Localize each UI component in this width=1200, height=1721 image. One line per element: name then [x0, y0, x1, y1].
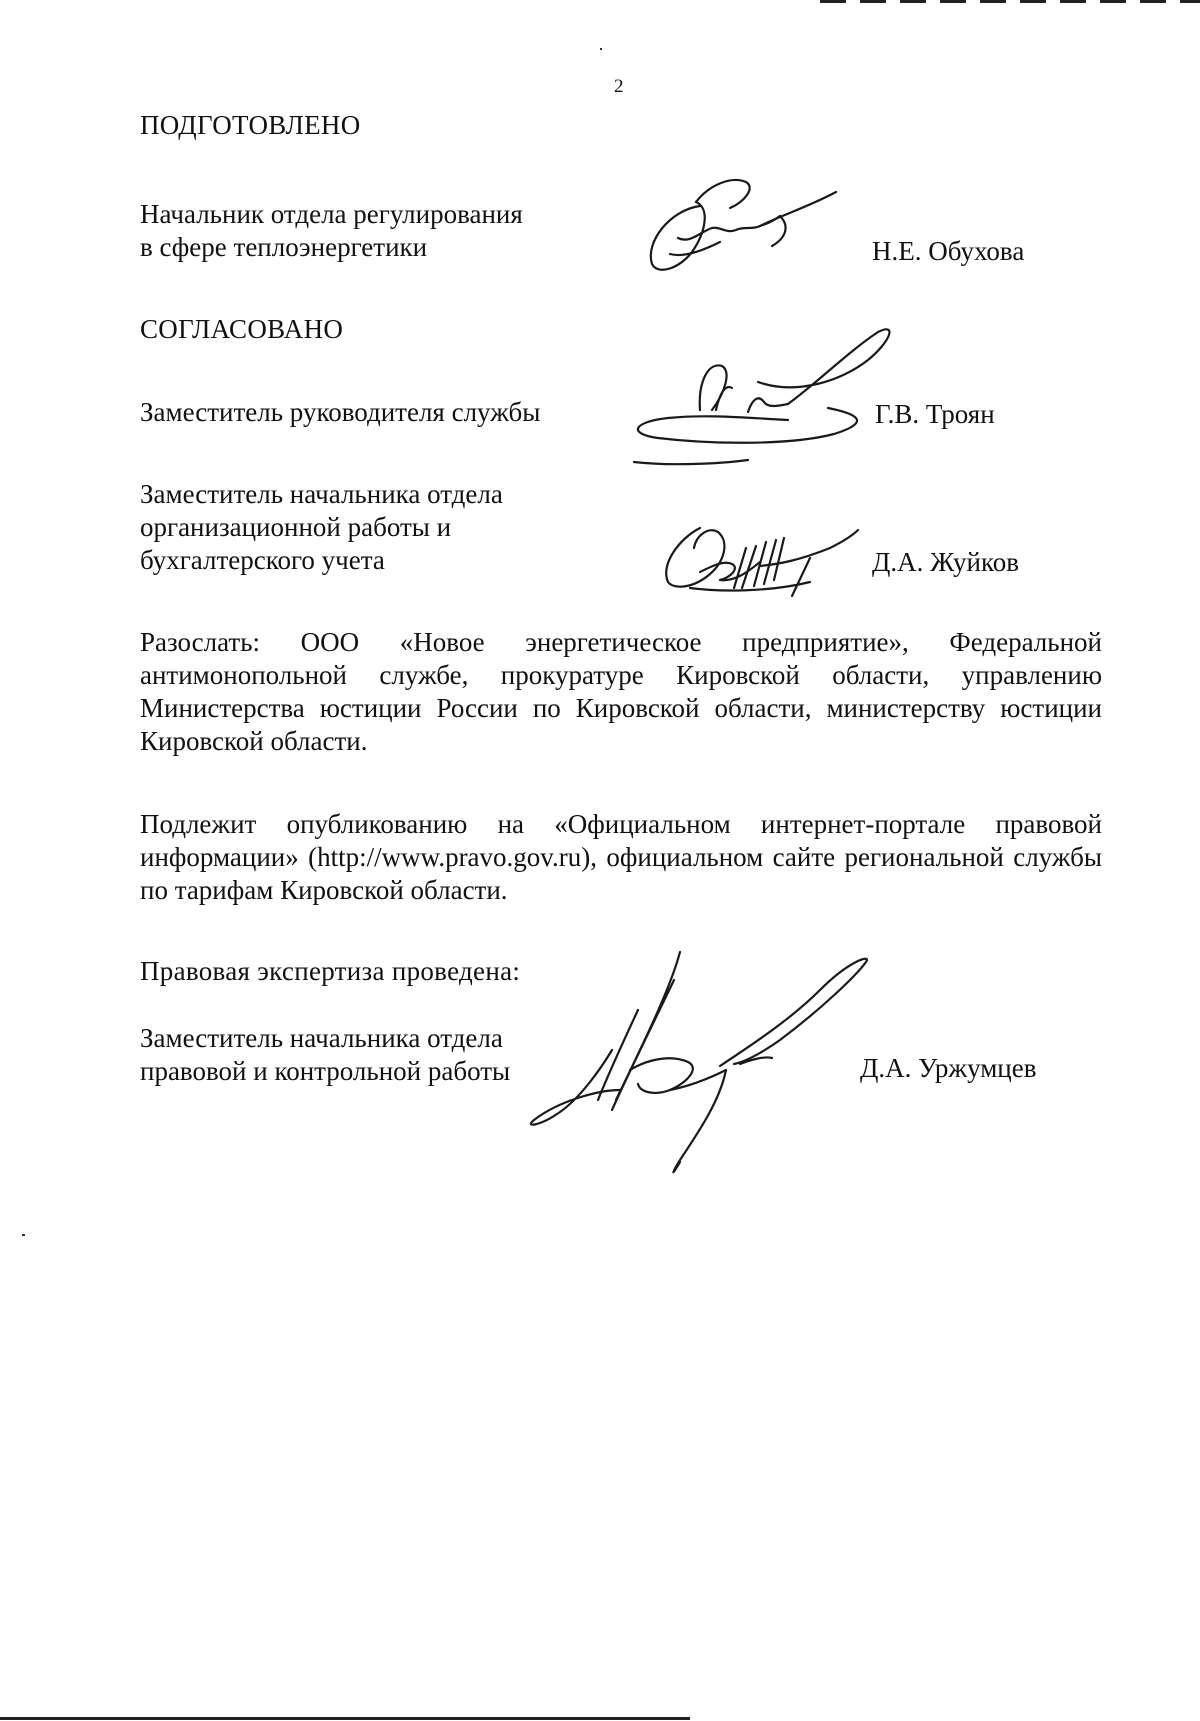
position-line: в сфере теплоэнергетики	[140, 232, 428, 262]
legal-review-name: Д.А. Уржумцев	[860, 1053, 1037, 1083]
prepared-heading: ПОДГОТОВЛЕНО	[140, 110, 361, 140]
signature-urzhumtsev	[520, 950, 880, 1180]
position-line: организационной работы и	[140, 512, 452, 542]
position-line: Начальник отдела регулирования	[140, 199, 523, 229]
scan-top-edge-mark	[820, 0, 1200, 3]
prepared-position	[140, 198, 580, 264]
position-line: Заместитель начальника отдела	[140, 1023, 503, 1053]
agreed-signer-1-position	[140, 396, 580, 429]
agreed-signer-2-name: Д.А. Жуйков	[872, 547, 1019, 577]
position-line: Заместитель руководителя службы	[140, 397, 541, 427]
agreed-signer-2-position	[140, 478, 580, 577]
prepared-name: Н.Е. Обухова	[872, 236, 1025, 266]
agreed-signer-1-name: Г.В. Троян	[875, 399, 995, 429]
position-line: Заместитель начальника отдела	[140, 479, 503, 509]
distribution-paragraph	[140, 626, 1102, 758]
position-line: правовой и контрольной работы	[140, 1056, 511, 1086]
scan-bottom-edge-mark	[0, 1717, 690, 1720]
publication-text: Подлежит опубликованию на «Официальном интернет-портале правовой информации» (http://www.pravo.gov.ru), официальном сайте региональной службы по тарифам Кировской области.	[140, 809, 1102, 905]
signature-zhuykov	[660, 518, 860, 598]
publication-paragraph	[140, 808, 1102, 907]
page-number: 2	[614, 76, 624, 97]
distribution-text: Разослать: ООО «Новое энергетическое предприятие», Федеральной антимонопольной службе, прокуратуре Кировской области, управлению Министерства юстиции России по Кировской области, министерству юстиции Кировской области.	[140, 627, 1102, 756]
legal-review-position	[140, 1022, 580, 1088]
agreed-heading: СОГЛАСОВАНО	[140, 314, 344, 344]
legal-review-heading: Правовая экспертиза проведена:	[140, 956, 521, 986]
signature-troyan	[628, 322, 898, 472]
signature-obukhova	[640, 172, 840, 282]
position-line: бухгалтерского учета	[140, 545, 385, 575]
scan-speck	[600, 48, 602, 50]
scan-speck	[22, 1234, 25, 1236]
